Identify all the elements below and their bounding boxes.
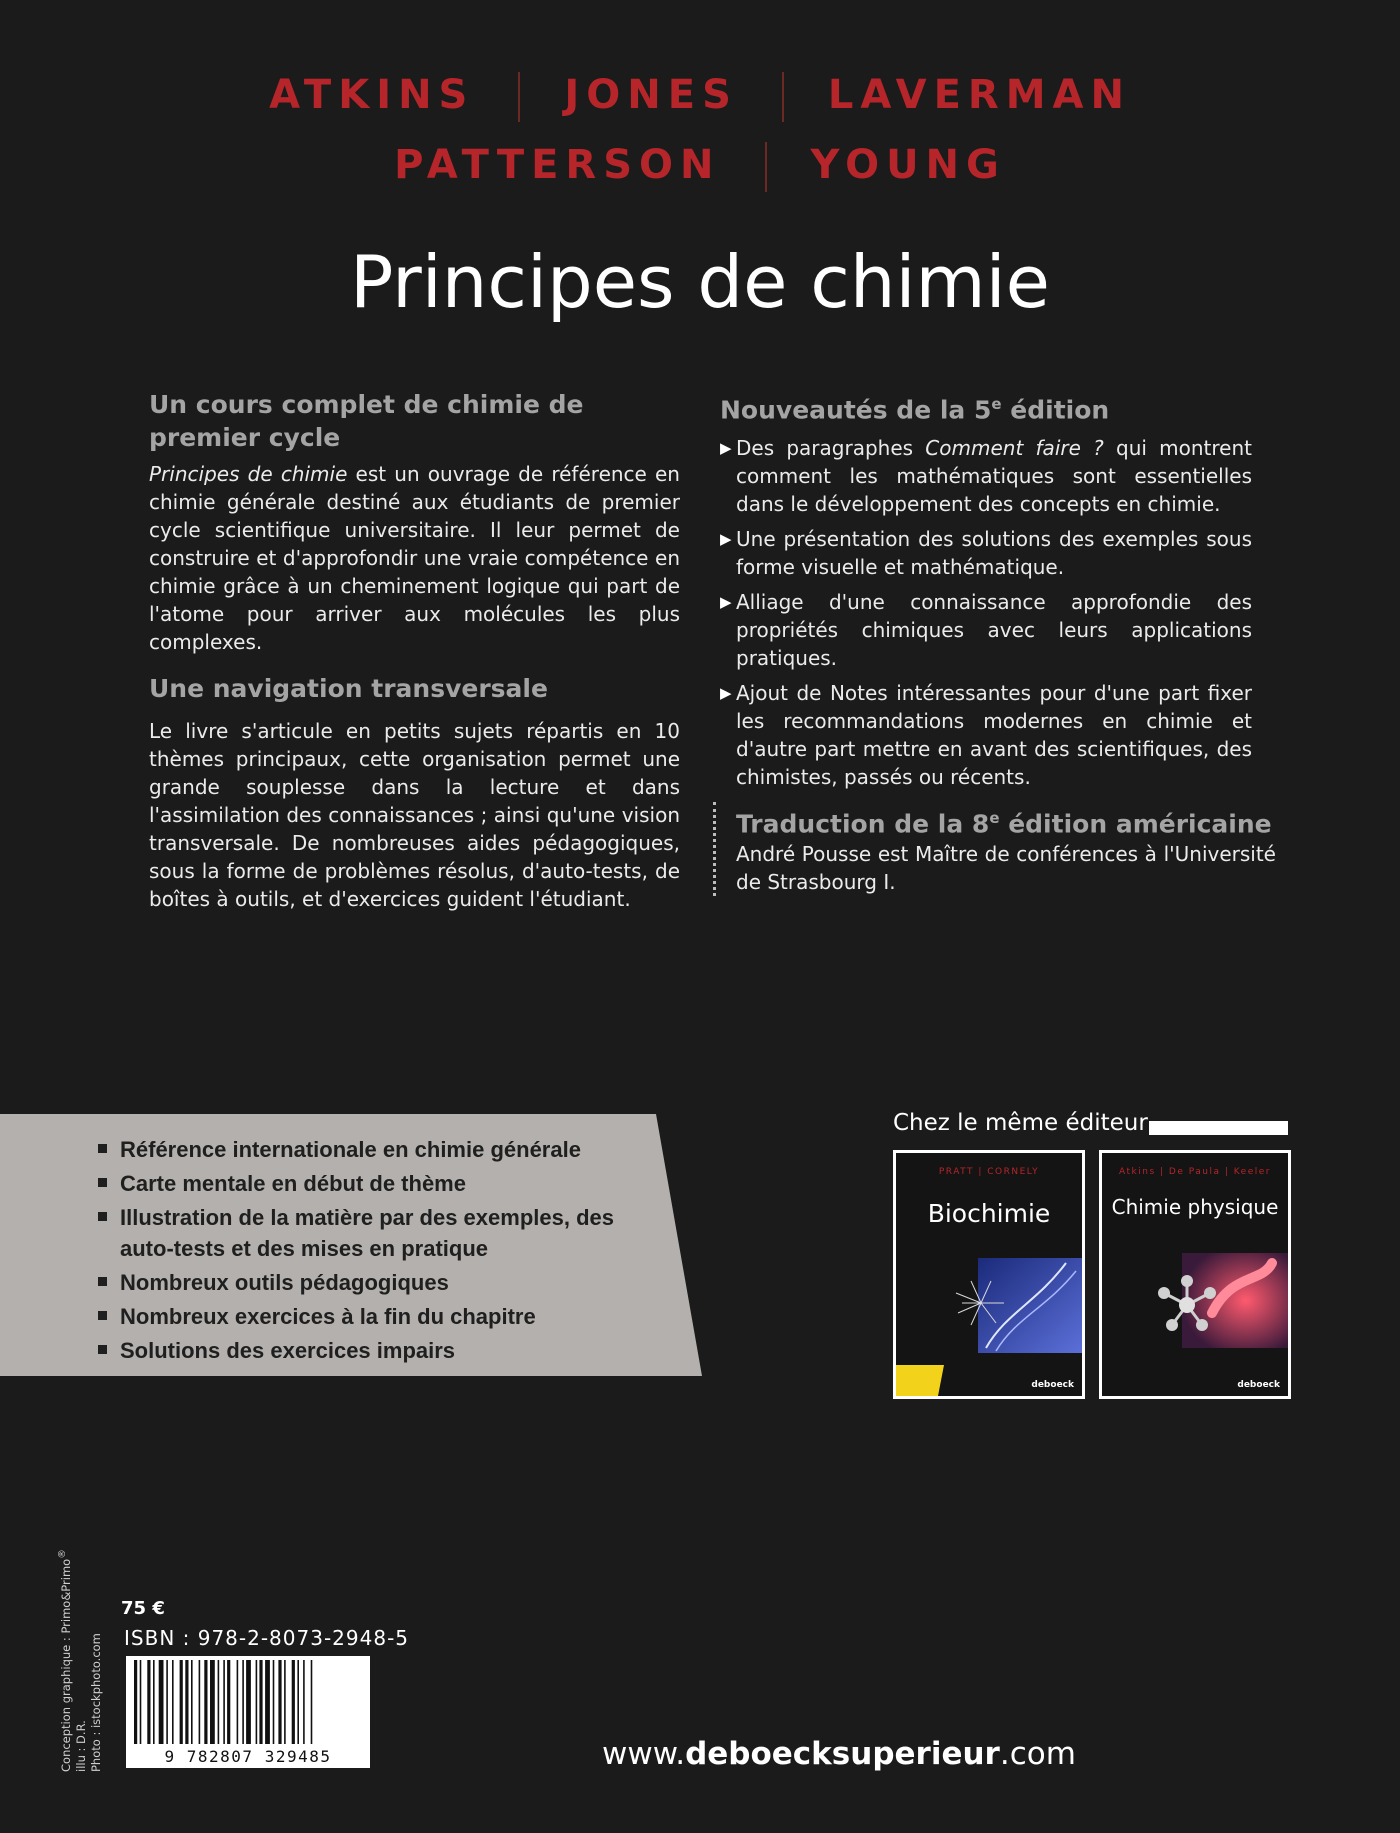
list-item (720, 525, 1252, 581)
dna-illustration-icon (896, 1153, 1082, 1396)
barcode-bar (218, 1660, 220, 1744)
barcode-bar (140, 1660, 142, 1744)
author-name: JONES (564, 72, 738, 118)
heading-text: Nouveautés de la 5 (720, 395, 992, 425)
barcode-bar (180, 1660, 183, 1744)
feature-text: Référence internationale en chimie générale (120, 1137, 581, 1162)
barcode-bar (311, 1660, 313, 1744)
feature-text: Nombreux outils pédagogiques (120, 1270, 449, 1295)
item-text: Une présentation des solutions des exemples sous forme visuelle et mathématique. (736, 527, 1252, 580)
feature-item (97, 1134, 657, 1165)
features-list (97, 1134, 657, 1369)
book-cover-title: Chimie physique (1111, 1195, 1279, 1219)
barcode-bar (297, 1660, 299, 1744)
book-cover-title: Biochimie (927, 1199, 1051, 1228)
item-text: Des paragraphes (736, 436, 926, 461)
barcode-bar (166, 1660, 168, 1744)
heading-text: édition américaine (999, 809, 1272, 839)
price: 75 € (121, 1598, 165, 1619)
superscript: e (989, 809, 1000, 827)
left-column (149, 388, 680, 913)
square-bullet-icon (98, 1311, 107, 1320)
barcode-bar (210, 1660, 215, 1744)
feature-text: Solutions des exercices impairs (120, 1338, 456, 1363)
barcode-bar (246, 1660, 251, 1744)
author-name: ATKINS (269, 72, 475, 118)
section-heading-new-edition (720, 388, 1252, 426)
feature-text: Illustration de la matière par des exemples, des auto-tests et des mises en pratique (120, 1205, 614, 1261)
triangle-bullet-icon: ▶ (720, 439, 732, 458)
barcode-bar (292, 1660, 295, 1744)
feature-text: Carte mentale en début de thème (120, 1171, 466, 1196)
authors-row-1 (0, 72, 1400, 122)
square-bullet-icon (98, 1277, 107, 1286)
section-heading-navigation: Une navigation transversale (149, 674, 548, 703)
barcode-bar (191, 1660, 193, 1744)
credits (55, 1549, 104, 1772)
author-separator (782, 72, 784, 122)
new-edition-list (720, 434, 1252, 791)
square-bullet-icon (98, 1144, 107, 1153)
feature-item (97, 1301, 657, 1332)
triangle-bullet-icon: ▶ (720, 684, 732, 703)
book-title: Principes de chimie (350, 240, 1050, 324)
barcode-bar (134, 1660, 137, 1744)
barcode-bar (273, 1660, 275, 1744)
feature-item (97, 1267, 657, 1298)
credit-text: Conception graphique : Primo&Primo (58, 1558, 73, 1772)
feature-item (97, 1202, 657, 1264)
item-text: Ajout de Notes intéressantes pour d'une part fixer les recommandations modernes en chimie et d'autre part mettre en avant des scientifiques, des chimistes, passés ou récents. (736, 681, 1252, 790)
barcode-bar (303, 1660, 305, 1744)
barcode-bar (199, 1660, 201, 1744)
navigation-description: Le livre s'articule en petits sujets répartis en 10 thèmes principaux, cette organisation permet une grande souplesse dans la lecture et dans l'assimilation des connaissances ; ainsi qu'une vision transversale. De nombreuses aides pédagogiques, sous la forme de problèmes résolus, d'auto-tests, de boîtes à outils, et d'exercices guident l'étudiant. (149, 719, 680, 911)
list-item (720, 434, 1252, 518)
barcode-bar (227, 1660, 230, 1744)
section-heading-translation (736, 802, 1276, 840)
course-description (149, 460, 680, 656)
barcode-bar (223, 1660, 225, 1744)
publisher-url[interactable] (602, 1736, 1076, 1772)
barcode (126, 1656, 370, 1768)
url-text: .com (999, 1736, 1076, 1772)
barcode-digits: 9 782807 329485 (126, 1747, 370, 1766)
feature-item (97, 1335, 657, 1366)
barcode-bar (147, 1660, 150, 1744)
item-text: qui montrent comment les mathématiques sont essentielles dans le développement des concepts en chimie. (736, 436, 1253, 517)
heading-text: Traduction de la 8 (736, 809, 990, 839)
barcode-bar (237, 1660, 239, 1744)
barcode-bar (259, 1660, 262, 1744)
url-text: www. (602, 1736, 686, 1772)
author-name: LAVERMAN (827, 72, 1131, 118)
list-item (720, 588, 1252, 672)
square-bullet-icon (98, 1212, 107, 1221)
book-authors: PRATT | CORNELY (938, 1167, 1040, 1177)
publisher-logo: deboeck (1031, 1380, 1074, 1390)
barcode-bar (265, 1660, 270, 1744)
item-italic: Comment faire ? (925, 436, 1104, 461)
registered-mark: ® (57, 1549, 68, 1559)
book-authors: Atkins | De Paula | Keeler (1119, 1167, 1271, 1177)
same-publisher-label: Chez le même éditeur (893, 1110, 1148, 1136)
barcode-bar (172, 1660, 174, 1744)
heading-text: édition (1001, 395, 1110, 425)
barcode-bar (256, 1660, 258, 1744)
item-text: Alliage d'une connaissance approfondie des propriétés chimiques avec leurs applications pratiques. (736, 590, 1252, 671)
triangle-bullet-icon: ▶ (720, 593, 732, 612)
publisher-logo: deboeck (1237, 1380, 1280, 1390)
author-separator (765, 142, 767, 192)
author-name: YOUNG (810, 142, 1006, 188)
section-heading-course: Un cours complet de chimie de premier cycle (149, 390, 584, 452)
barcode-bar (185, 1660, 188, 1744)
same-publisher-bar (1149, 1121, 1288, 1135)
photo-credit: Photo : istockphoto.com (88, 1633, 103, 1772)
barcode-bar (284, 1660, 286, 1744)
triangle-bullet-icon: ▶ (720, 530, 732, 549)
isbn: ISBN : 978-2-8073-2948-5 (124, 1626, 410, 1650)
barcode-bar (159, 1660, 164, 1744)
book-title-italic: Principes de chimie (149, 462, 348, 486)
molecule-illustration-icon (1102, 1153, 1288, 1396)
superscript: e (991, 395, 1002, 413)
feature-text: Nombreux exercices à la fin du chapitre (120, 1304, 536, 1329)
author-name: PATTERSON (394, 142, 721, 188)
square-bullet-icon (98, 1178, 107, 1187)
author-separator (518, 72, 520, 122)
barcode-bar (242, 1660, 244, 1744)
related-book-chimie-physique[interactable] (1099, 1150, 1291, 1399)
barcode-bar (204, 1660, 207, 1744)
url-domain: deboecksuperieur (685, 1736, 1000, 1772)
authors-row-2 (0, 142, 1400, 192)
square-bullet-icon (98, 1345, 107, 1354)
related-book-biochimie[interactable] (893, 1150, 1085, 1399)
barcode-bar (153, 1660, 155, 1744)
translator-info: André Pousse est Maître de conférences à l'Université de Strasbourg I. (736, 842, 1276, 895)
feature-item (97, 1168, 657, 1199)
right-column (720, 388, 1252, 798)
list-item (720, 679, 1252, 791)
barcode-bar (278, 1660, 281, 1744)
course-description-text: est un ouvrage de référence en chimie générale destiné aux étudiants de premier cycle scientifique universitaire. Il leur permet de construire et d'approfondir une vraie compétence en chimie grâce à un cheminement logique qui part de l'atome pour arriver aux molécules les plus complexes. (149, 462, 680, 654)
translation-note (713, 802, 1276, 896)
design-credit (55, 1549, 74, 1772)
illustration-credit: illu : D.R. (73, 1720, 88, 1772)
